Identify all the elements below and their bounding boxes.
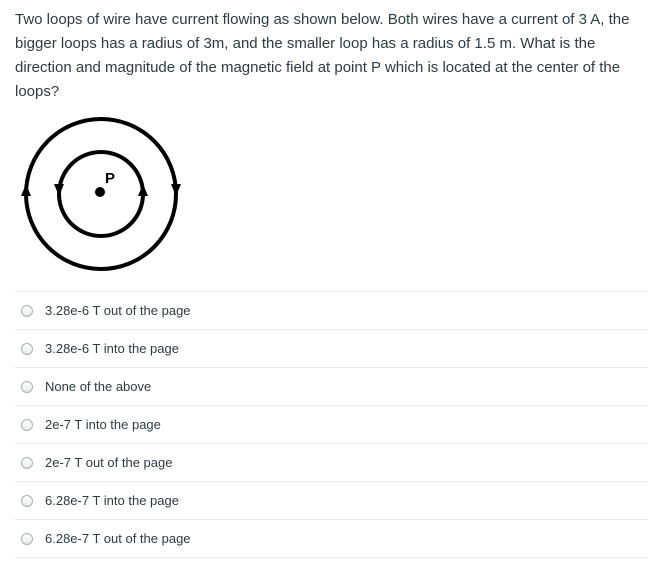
point-p-dot [95, 187, 105, 197]
outer-loop-arrow-right [171, 184, 181, 196]
answer-option[interactable] [15, 330, 648, 368]
answer-label: 6.28e-7 T into the page [45, 493, 179, 508]
loops-diagram [18, 114, 188, 284]
radio-button[interactable] [21, 343, 33, 355]
question-text: Two loops of wire have current flowing as shown below. Both wires have a current of 3 A, the bigger loops has a radius of 3m, and the smaller loop has a radius of 1.5 m. What is the direction and magnitude of the magnetic field at point P which is located at the center of the loops? [15, 11, 630, 100]
answer-label: 3.28e-6 T out of the page [45, 303, 191, 318]
radio-button[interactable] [21, 495, 33, 507]
answer-option[interactable] [15, 292, 648, 330]
radio-button[interactable] [21, 381, 33, 393]
answer-label: None of the above [45, 379, 152, 394]
answer-list [15, 291, 648, 558]
outer-loop-arrow-left [21, 184, 31, 196]
answer-option[interactable] [15, 444, 648, 482]
answer-label: 2e-7 T into the page [45, 417, 161, 432]
point-p-label: P [105, 170, 116, 187]
inner-loop-arrow-right [138, 184, 148, 196]
answer-label: 3.28e-6 T into the page [45, 341, 179, 356]
answer-label: 6.28e-7 T out of the page [45, 531, 191, 546]
radio-button[interactable] [21, 457, 33, 469]
answer-option[interactable] [15, 368, 648, 406]
radio-button[interactable] [21, 305, 33, 317]
answer-option[interactable] [15, 406, 648, 444]
radio-button[interactable] [21, 419, 33, 431]
answer-label: 2e-7 T out of the page [45, 455, 173, 470]
answer-option[interactable] [15, 520, 648, 558]
answer-option[interactable] [15, 482, 648, 520]
inner-loop-arrow-left [54, 184, 64, 196]
radio-button[interactable] [21, 533, 33, 545]
